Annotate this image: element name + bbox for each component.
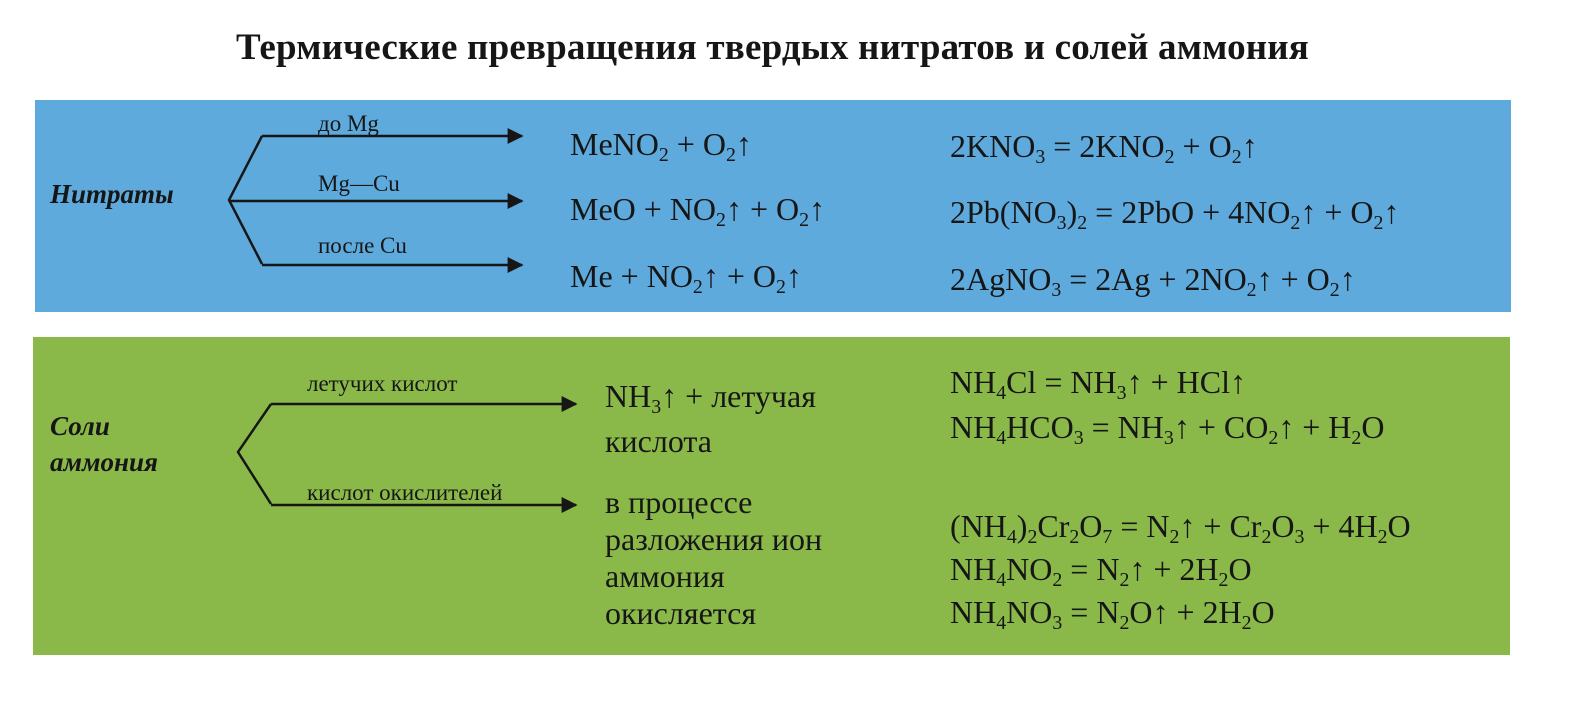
condition-oxidizing-acids: кислот окислителей [307,480,503,505]
example-pbno32: $2Pb(NO_3)_2 = 2PbO$ + $4NO_2↑$ + $O_2↑$ [950,194,1400,234]
ammonium-fork [238,404,271,504]
condition-before-mg: до Mg [318,111,379,136]
nitrates-label: Нитраты [50,179,174,209]
product-mg-cu: MeO + $NO_2↑$ + $O_2↑$ [570,191,826,231]
example-nh4no3: $NH_4NO_3$ = $N_2O↑ + 2H_2O$ [950,594,1275,634]
product-volatile: $NH_3↑$ + летучая кислота [605,378,816,459]
product-oxidizing: в процессе разложения ион аммония окисляется [605,484,823,631]
example-nh4cl: $NH_4Cl$ = $NH_3↑$ + HCl↑ [950,364,1246,404]
condition-volatile-acids: летучих кислот [307,371,458,396]
condition-after-cu: после Cu [318,233,407,258]
example-agno3: 2AgNO$_3$ = $2Ag + 2NO_2↑$ + $O_2↑$ [950,261,1356,301]
ammonium-label: Соли аммония [50,411,158,477]
page-title: Термические превращения твердых нитратов и солей аммония [235,27,1310,68]
condition-mg-cu: Mg—Cu [318,171,400,196]
example-kno3: $2KNO_3 = 2KNO_2$ + $O_2↑$ [950,128,1258,168]
example-nh4no2: $NH_4NO_2$ = $N_2↑ + 2H_2O$ [950,551,1252,591]
example-nh4hco3: $NH_4HCO_3$ = $NH_3↑$ + $CO_2↑ + H_2O$ [950,409,1385,449]
product-after-cu: $Me + NO_2↑$ + $O_2↑$ [570,258,802,298]
product-before-mg: MeNO$_2$ + $O_2↑$ [570,126,752,166]
example-nh42cr2o7: $(NH_4)_2Cr_2O_7$ = $N_2↑ + Cr_2O_3 + 4H_2O$ [950,508,1411,548]
